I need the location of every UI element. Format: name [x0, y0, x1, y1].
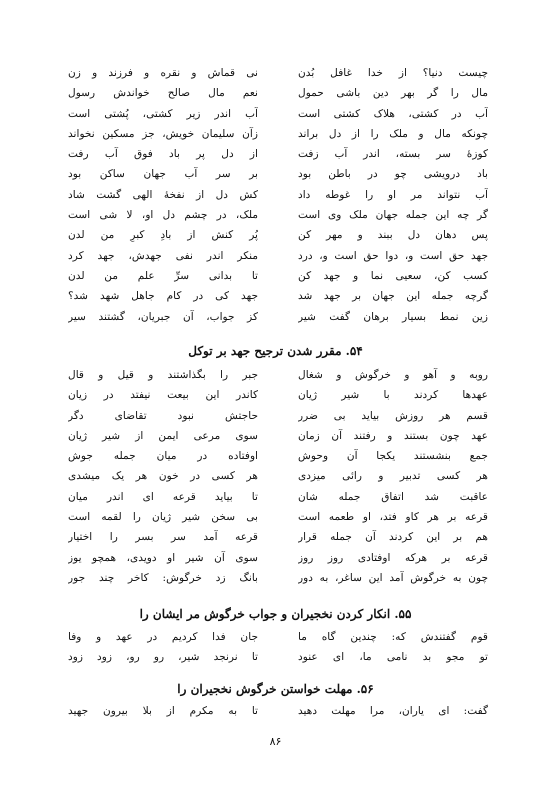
- first-hemistich: جمع بنشستند یکجا آن وحوش: [298, 450, 488, 463]
- second-hemistich: تا بیاید قرعه ای اندر میان: [68, 490, 258, 503]
- first-hemistich: عهدها کردند با شیر ژیان: [298, 389, 488, 402]
- verse-row: [68, 83, 488, 103]
- verse-row: [68, 406, 488, 426]
- verse-row: [68, 426, 488, 446]
- first-hemistich: زین نمط بسیار برهان گفت شیر: [298, 310, 488, 323]
- verse-row: [68, 185, 488, 205]
- first-hemistich: کوزهٔ سر بسته، اندر آب زفت: [298, 148, 488, 161]
- first-hemistich: عاقبت شد اتفاق جمله شان: [298, 490, 488, 503]
- first-hemistich: آب در کشتی، هلاک کشتی است: [298, 107, 488, 120]
- second-hemistich: سوی مرعی ایمن از شیر ژیان: [68, 429, 258, 442]
- first-hemistich: کسب کن، سعیی نما و جهد کن: [298, 269, 488, 282]
- second-hemistich: کز جواب، آن جبریان، گشتند سیر: [68, 310, 258, 323]
- first-hemistich: گرچه جمله این جهان بر جهد شد: [298, 290, 488, 303]
- first-hemistich: قرعه بر هرکه اوفتادی روز روز: [298, 551, 488, 564]
- first-hemistich: عهد چون بستند و رفتند آن زمان: [298, 429, 488, 442]
- second-hemistich: تا نرنجد شیر، رو رو، زود زود: [68, 651, 258, 664]
- second-hemistich: جهد کی در کام جاهل شهد شد؟: [68, 290, 258, 303]
- verse-row: [68, 466, 488, 486]
- poem-section-3: [68, 627, 488, 668]
- first-hemistich: مال را گر بهر دین باشی حمول: [298, 87, 488, 100]
- verse-row: [68, 446, 488, 466]
- second-hemistich: منکر اندر نفی جهدش، جهد کرد: [68, 249, 258, 262]
- verse-row: [68, 627, 488, 647]
- verse-row: [68, 104, 488, 124]
- verse-row: [68, 164, 488, 184]
- verse-row: [68, 205, 488, 225]
- second-hemistich: کاندر این بیعت نیفتد در زیان: [68, 389, 258, 402]
- second-hemistich: سوی آن شیر او دویدی، همچو یوز: [68, 551, 258, 564]
- first-hemistich: قسم هر روزش بیاید بی ضرر: [298, 409, 488, 422]
- first-hemistich: چون به خرگوش آمد این ساغر، به دور: [298, 571, 488, 584]
- second-hemistich: تا به مکرم از بلا بیرون جهید: [68, 705, 258, 717]
- second-hemistich: تا بدانی سرِّ علم من لدن: [68, 269, 258, 282]
- second-hemistich: از دل پر باد فوق آب رفت: [68, 148, 258, 161]
- verse-row: [68, 568, 488, 588]
- first-hemistich: هم بر این کردند آن جمله قرار: [298, 531, 488, 544]
- section-heading: ۵۵. انکار کردن نخجیران و جواب خرگوش مر ایشان را: [139, 607, 412, 621]
- verse-row: [68, 507, 488, 527]
- section-heading: ۵۴. مقرر شدن ترجیح جهد بر توکل: [188, 344, 363, 358]
- second-hemistich: هر کسی در خون هر یک میشدی: [68, 470, 258, 483]
- second-hemistich: حاجتش نبود تقاضای دگر: [68, 409, 258, 422]
- second-hemistich: ملک، در چشم دل او، لا شی است: [68, 209, 258, 222]
- second-hemistich: بر سر آب جهان ساکن بود: [68, 168, 258, 181]
- poem-section-1: [68, 63, 488, 327]
- first-hemistich: گفت: ای یاران، مرا مهلت دهید: [298, 705, 488, 717]
- first-hemistich: گر چه این جمله جهان ملک وی است: [298, 209, 488, 222]
- poem-section-2: [68, 365, 488, 588]
- verse-row: [68, 548, 488, 568]
- second-hemistich: جبر را بگذاشتند و قیل و قال: [68, 369, 258, 381]
- second-hemistich: کش دل از نفخهٔ الهی گشت شاد: [68, 188, 258, 201]
- first-hemistich: چیست دنیا؟ از خدا غافل بُدن: [298, 67, 488, 79]
- first-hemistich: جهد حق است و، دوا حق است و، درد: [298, 249, 488, 262]
- verse-row: [68, 124, 488, 144]
- poem-section-4: [68, 701, 488, 721]
- first-hemistich: پس دهان دل ببند و مهر کن: [298, 229, 488, 242]
- second-hemistich: زآن سلیمان خویش، جز مسکین نخواند: [68, 127, 258, 140]
- verse-row: [68, 286, 488, 306]
- first-hemistich: باد درویشی چو در باطن بود: [298, 168, 488, 181]
- verse-row: [68, 63, 488, 83]
- second-hemistich: نعم مال صالح خواندش رسول: [68, 87, 258, 100]
- first-hemistich: قوم گفتندش که: چندین گاه ما: [298, 631, 488, 643]
- verse-row: [68, 487, 488, 507]
- second-hemistich: پُر کنش از بادِ کبرِ من لدن: [68, 229, 258, 242]
- verse-row: [68, 647, 488, 667]
- section-heading: ۵۶. مهلت خواستن خرگوش نخجیران را: [177, 682, 374, 696]
- verse-row: [68, 365, 488, 385]
- verse-row: [68, 701, 488, 721]
- first-hemistich: هر کسی تدبیر و رائی میزدی: [298, 470, 488, 483]
- verse-row: [68, 225, 488, 245]
- first-hemistich: تو مجو بد نامی ما، ای عنود: [298, 651, 488, 664]
- verse-row: [68, 266, 488, 286]
- first-hemistich: چونکه مال و ملک را از دل براند: [298, 127, 488, 140]
- first-hemistich: روبه و آهو و خرگوش و شغال: [298, 369, 488, 381]
- verse-row: [68, 385, 488, 405]
- second-hemistich: بانگ زد خرگوش: کاخر چند جور: [68, 571, 258, 584]
- second-hemistich: جان فدا کردیم در عهد و وفا: [68, 631, 258, 643]
- verse-row: [68, 144, 488, 164]
- first-hemistich: آب نتواند مر او را غوطه داد: [298, 188, 488, 201]
- verse-row: [68, 246, 488, 266]
- second-hemistich: بی سخن شیر ژیان را لقمه است: [68, 511, 258, 524]
- second-hemistich: قرعه آمد سر بسر را اختیار: [68, 531, 258, 544]
- first-hemistich: قرعه بر هر کاو فتد، او طعمه است: [298, 511, 488, 524]
- second-hemistich: آب اندر زیر کشتی، پُشتی است: [68, 107, 258, 120]
- verse-row: [68, 307, 488, 327]
- verse-row: [68, 527, 488, 547]
- page-number: ۸۶: [269, 735, 282, 748]
- second-hemistich: اوفتاده در میان جمله جوش: [68, 450, 258, 463]
- second-hemistich: نی قماش و نقره و فرزند و زن: [68, 67, 258, 79]
